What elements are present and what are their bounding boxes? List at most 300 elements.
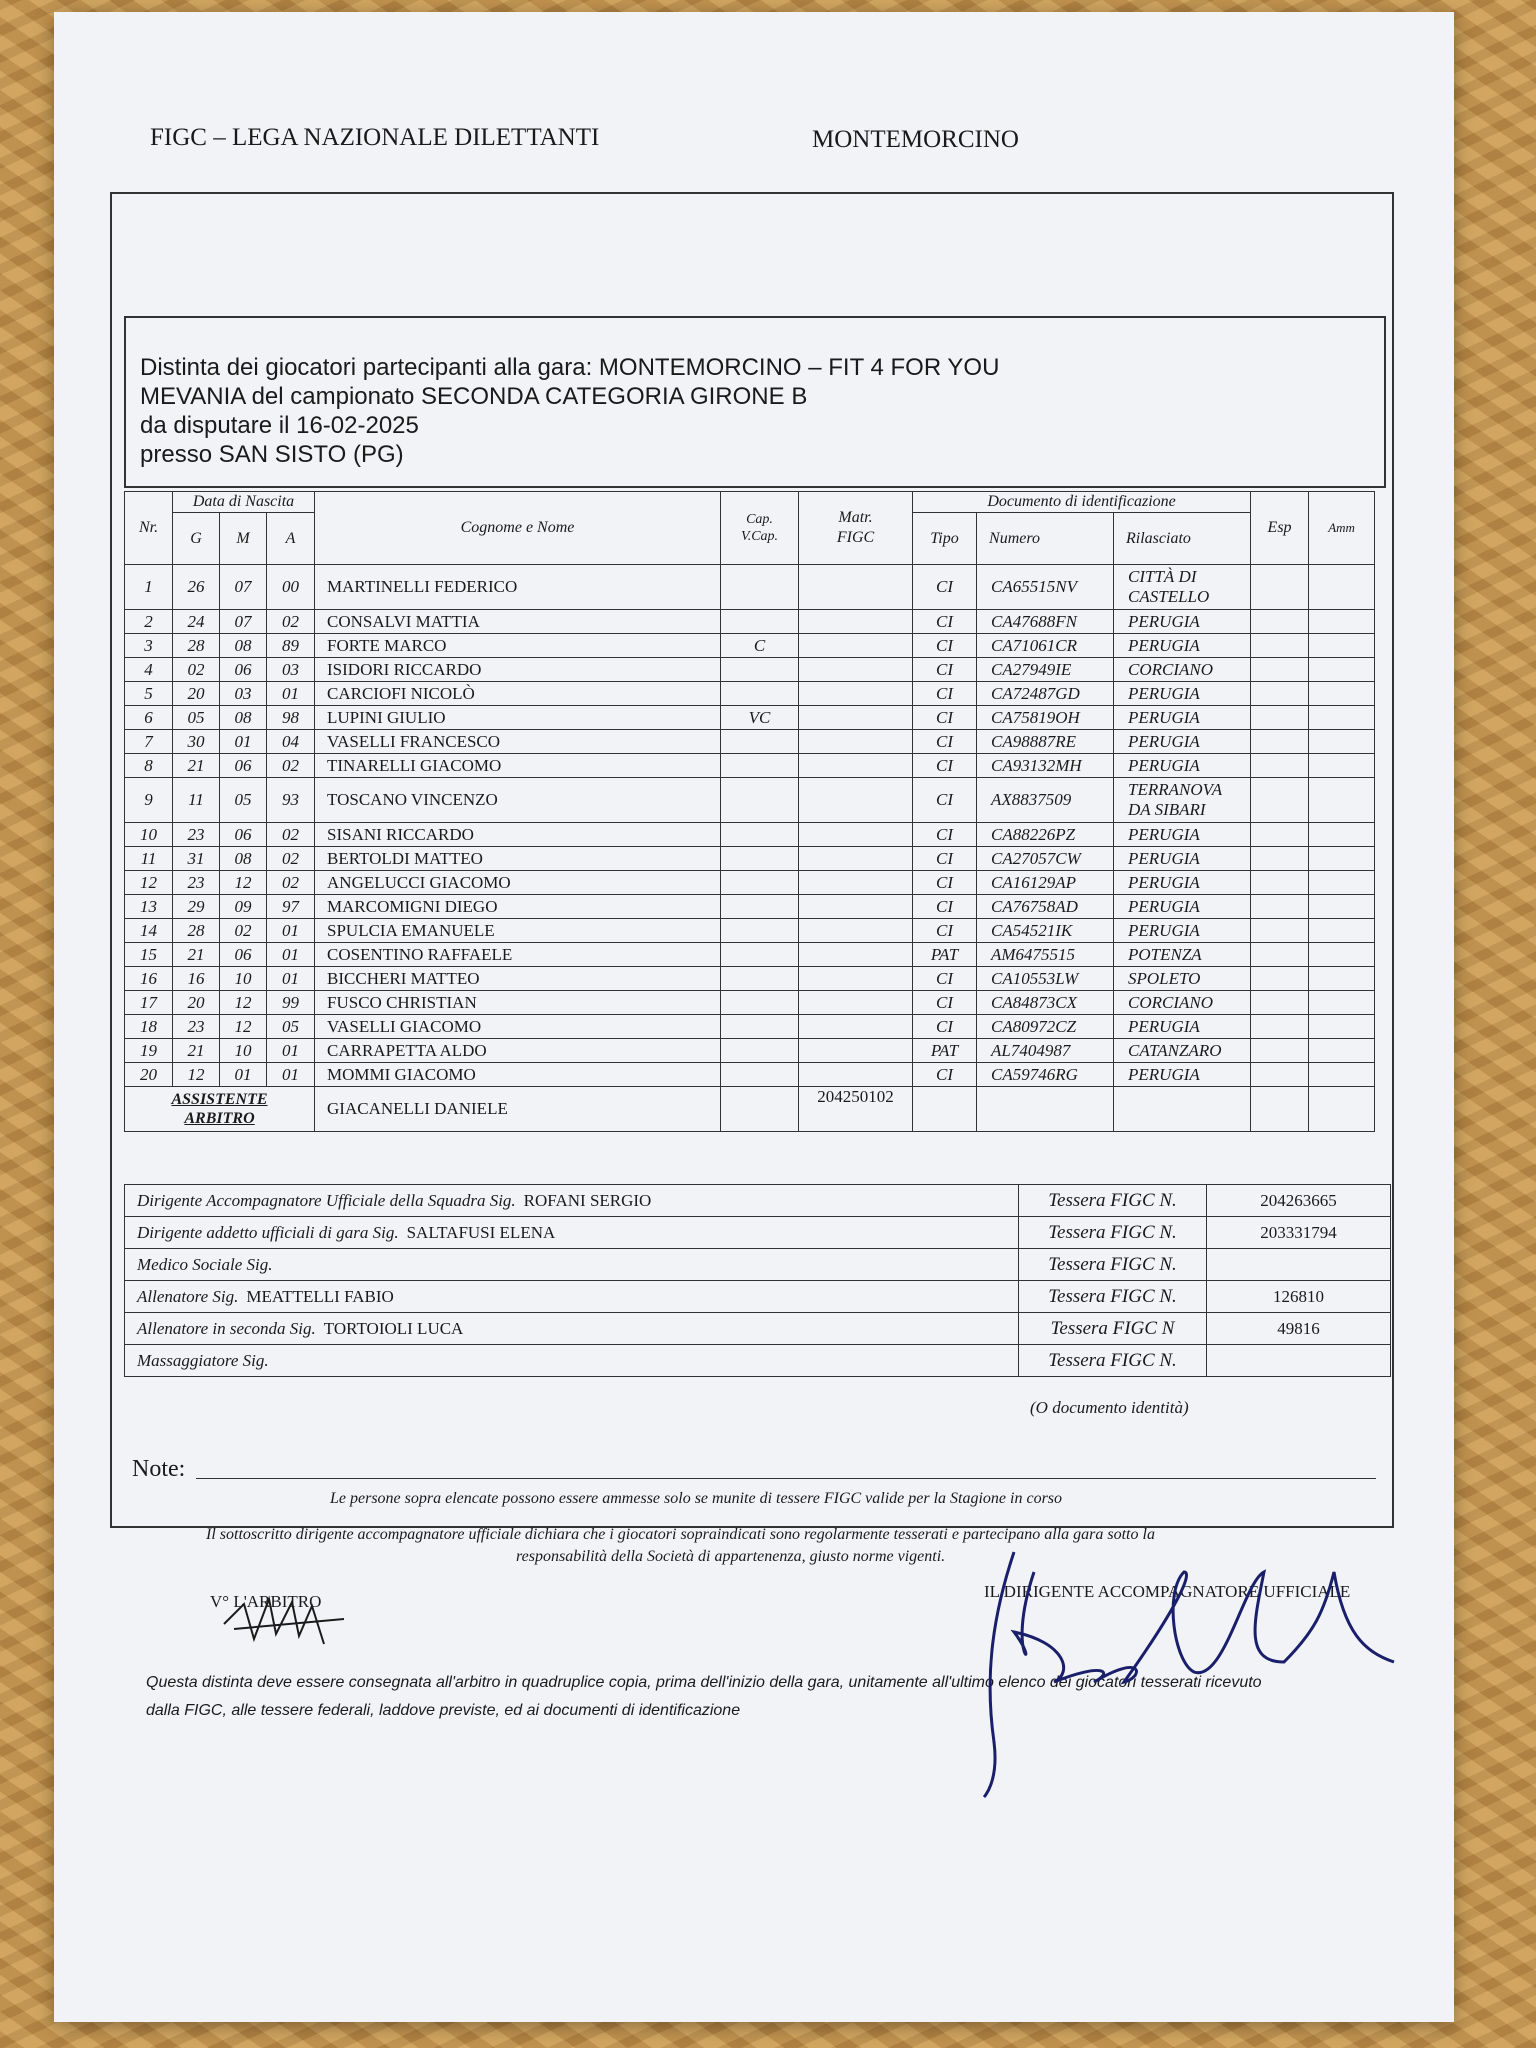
player-number: 15	[125, 943, 173, 967]
birth-year: 03	[267, 658, 315, 682]
declaration-line-2: responsabilità della Società di appartenenza, giusto norme vigenti.	[516, 1548, 946, 1565]
staff-name: TORTOIOLI LUCA	[323, 1318, 464, 1338]
player-name: COSENTINO RAFFAELE	[315, 943, 721, 967]
captain-mark	[721, 991, 799, 1015]
birth-year: 02	[267, 754, 315, 778]
staff-row	[125, 1217, 1391, 1249]
player-row	[125, 895, 1375, 919]
player-number: 14	[125, 919, 173, 943]
captain-mark	[721, 919, 799, 943]
captain-mark	[721, 610, 799, 634]
declaration-line-1: Il sottoscritto dirigente accompagnatore ufficiale dichiara che i giocatori sopraindicati sono regolarmente tesserati e partecipano alla gara sotto la	[206, 1526, 1155, 1543]
player-number: 13	[125, 895, 173, 919]
birth-month: 08	[220, 634, 267, 658]
staff-role: Dirigente addetto ufficiali di gara Sig.	[137, 1222, 399, 1242]
staff-role-cell	[125, 1185, 1019, 1217]
captain-mark	[721, 1015, 799, 1039]
staff-role-cell	[125, 1217, 1019, 1249]
manager-signature-label: IL DIRIGENTE ACCOMPAGNATORE UFFICIALE	[984, 1582, 1351, 1601]
assistant-esp-cell	[1251, 1087, 1309, 1132]
document-issuer: PERUGIA	[1114, 682, 1251, 706]
matr-figc	[799, 730, 913, 754]
birth-day: 31	[173, 847, 220, 871]
staff-role-cell	[125, 1313, 1019, 1345]
tessera-number	[1207, 1249, 1391, 1281]
birth-day: 05	[173, 706, 220, 730]
assistant-referee-row	[125, 1087, 1375, 1132]
birth-month: 01	[220, 1063, 267, 1087]
birth-day: 02	[173, 658, 220, 682]
matr-figc	[799, 634, 913, 658]
captain-mark	[721, 967, 799, 991]
birth-day: 12	[173, 1063, 220, 1087]
birth-month: 09	[220, 895, 267, 919]
player-name: CARRAPETTA ALDO	[315, 1039, 721, 1063]
player-number: 20	[125, 1063, 173, 1087]
staff-row	[125, 1313, 1391, 1345]
document-number: CA71061CR	[977, 634, 1114, 658]
amm-cell	[1309, 682, 1375, 706]
birth-month: 10	[220, 1039, 267, 1063]
document-type: CI	[913, 658, 977, 682]
birth-day: 24	[173, 610, 220, 634]
esp-cell	[1251, 919, 1309, 943]
player-name: CARCIOFI NICOLÒ	[315, 682, 721, 706]
player-number: 1	[125, 565, 173, 610]
document-number: CA76758AD	[977, 895, 1114, 919]
birth-year: 02	[267, 847, 315, 871]
birth-year: 00	[267, 565, 315, 610]
esp-cell	[1251, 778, 1309, 823]
document-type: CI	[913, 967, 977, 991]
birth-day: 26	[173, 565, 220, 610]
player-name: MARCOMIGNI DIEGO	[315, 895, 721, 919]
player-row	[125, 730, 1375, 754]
amm-cell	[1309, 823, 1375, 847]
birth-month: 08	[220, 706, 267, 730]
player-number: 19	[125, 1039, 173, 1063]
player-number: 16	[125, 967, 173, 991]
document-number: CA16129AP	[977, 871, 1114, 895]
player-row	[125, 610, 1375, 634]
birth-year: 99	[267, 991, 315, 1015]
player-row	[125, 1039, 1375, 1063]
birth-month: 12	[220, 1015, 267, 1039]
title-line-3: da disputare il 16-02-2025	[140, 412, 419, 439]
document-sheet	[54, 12, 1454, 2022]
matr-figc	[799, 610, 913, 634]
esp-cell	[1251, 871, 1309, 895]
referee-signature	[214, 1584, 394, 1654]
player-name: SISANI RICCARDO	[315, 823, 721, 847]
document-type: CI	[913, 730, 977, 754]
player-row	[125, 778, 1375, 823]
esp-cell	[1251, 1063, 1309, 1087]
esp-cell	[1251, 991, 1309, 1015]
birth-year: 01	[267, 943, 315, 967]
amm-cell	[1309, 1063, 1375, 1087]
esp-cell	[1251, 943, 1309, 967]
document-type: CI	[913, 610, 977, 634]
player-row	[125, 991, 1375, 1015]
document-number: CA75819OH	[977, 706, 1114, 730]
header-a: A	[267, 513, 315, 565]
captain-mark	[721, 871, 799, 895]
amm-cell	[1309, 1015, 1375, 1039]
document-issuer: CORCIANO	[1114, 658, 1251, 682]
tessera-number	[1207, 1345, 1391, 1377]
player-name: TOSCANO VINCENZO	[315, 778, 721, 823]
captain-mark	[721, 1063, 799, 1087]
amm-cell	[1309, 967, 1375, 991]
player-name: SPULCIA EMANUELE	[315, 919, 721, 943]
document-type: CI	[913, 1015, 977, 1039]
birth-day: 30	[173, 730, 220, 754]
captain-mark	[721, 895, 799, 919]
esp-cell	[1251, 1015, 1309, 1039]
player-number: 8	[125, 754, 173, 778]
captain-mark	[721, 778, 799, 823]
matr-figc	[799, 706, 913, 730]
document-type: PAT	[913, 943, 977, 967]
document-number: AM6475515	[977, 943, 1114, 967]
matr-figc	[799, 871, 913, 895]
document-issuer: CORCIANO	[1114, 991, 1251, 1015]
player-row	[125, 634, 1375, 658]
player-row	[125, 1063, 1375, 1087]
staff-role: Massaggiatore Sig.	[137, 1350, 269, 1370]
birth-year: 04	[267, 730, 315, 754]
header-numero: Numero	[977, 513, 1114, 565]
document-number: AX8837509	[977, 778, 1114, 823]
matr-figc	[799, 1039, 913, 1063]
esp-cell	[1251, 1039, 1309, 1063]
assistant-referee-label	[125, 1087, 315, 1132]
document-type: CI	[913, 919, 977, 943]
player-row	[125, 823, 1375, 847]
matr-figc	[799, 682, 913, 706]
birth-day: 23	[173, 823, 220, 847]
esp-cell	[1251, 634, 1309, 658]
player-number: 18	[125, 1015, 173, 1039]
matr-figc	[799, 991, 913, 1015]
title-line-1: Distinta dei giocatori partecipanti alla gara: MONTEMORCINO – FIT 4 FOR YOU	[140, 354, 1000, 381]
document-type: CI	[913, 778, 977, 823]
assistant-cap-cell	[721, 1087, 799, 1132]
document-type: CI	[913, 871, 977, 895]
document-number: CA27057CW	[977, 847, 1114, 871]
document-issuer: PERUGIA	[1114, 730, 1251, 754]
document-issuer: CATANZARO	[1114, 1039, 1251, 1063]
birth-month: 07	[220, 610, 267, 634]
tessera-label: Tessera FIGC N.	[1019, 1345, 1207, 1377]
esp-cell	[1251, 847, 1309, 871]
header-figc-label: FIGC	[836, 529, 875, 546]
birth-year: 97	[267, 895, 315, 919]
player-row	[125, 943, 1375, 967]
captain-mark	[721, 823, 799, 847]
staff-role: Allenatore Sig.	[137, 1286, 239, 1306]
captain-mark	[721, 943, 799, 967]
amm-cell	[1309, 754, 1375, 778]
birth-day: 21	[173, 1039, 220, 1063]
document-issuer: PERUGIA	[1114, 823, 1251, 847]
assistant-label-2: ARBITRO	[184, 1110, 255, 1127]
document-type: CI	[913, 706, 977, 730]
header-m: M	[220, 513, 267, 565]
amm-cell	[1309, 706, 1375, 730]
player-row	[125, 967, 1375, 991]
document-type: PAT	[913, 1039, 977, 1063]
birth-month: 02	[220, 919, 267, 943]
staff-role-cell	[125, 1249, 1019, 1281]
document-type: CI	[913, 565, 977, 610]
player-number: 10	[125, 823, 173, 847]
captain-mark	[721, 754, 799, 778]
amm-cell	[1309, 871, 1375, 895]
document-issuer: PERUGIA	[1114, 610, 1251, 634]
assistant-label-1: ASSISTENTE	[171, 1091, 268, 1108]
birth-day: 21	[173, 754, 220, 778]
birth-day: 23	[173, 871, 220, 895]
player-row	[125, 754, 1375, 778]
birth-year: 01	[267, 1063, 315, 1087]
birth-year: 02	[267, 610, 315, 634]
staff-role: Medico Sociale Sig.	[137, 1254, 273, 1274]
player-number: 4	[125, 658, 173, 682]
birth-month: 10	[220, 967, 267, 991]
tessera-label: Tessera FIGC N.	[1019, 1249, 1207, 1281]
birth-year: 89	[267, 634, 315, 658]
birth-day: 21	[173, 943, 220, 967]
tessera-label: Tessera FIGC N.	[1019, 1217, 1207, 1249]
tessera-number: 126810	[1207, 1281, 1391, 1313]
header-esp: Esp	[1251, 492, 1309, 565]
captain-mark: C	[721, 634, 799, 658]
document-issuer: PERUGIA	[1114, 634, 1251, 658]
esp-cell	[1251, 682, 1309, 706]
staff-name: ROFANI SERGIO	[523, 1190, 652, 1210]
staff-row	[125, 1185, 1391, 1217]
esp-cell	[1251, 895, 1309, 919]
document-type: CI	[913, 895, 977, 919]
esp-cell	[1251, 754, 1309, 778]
assistant-numero-cell	[977, 1087, 1114, 1132]
document-issuer: CITTÀ DI CASTELLO	[1114, 565, 1251, 610]
captain-mark	[721, 847, 799, 871]
title-line-4: presso SAN SISTO (PG)	[140, 441, 404, 468]
matr-figc	[799, 754, 913, 778]
player-row	[125, 706, 1375, 730]
assistant-amm-cell	[1309, 1087, 1375, 1132]
title-line-2: MEVANIA del campionato SECONDA CATEGORIA GIRONE B	[140, 383, 808, 410]
note-label: Note:	[132, 1456, 186, 1482]
document-type: CI	[913, 754, 977, 778]
amm-cell	[1309, 634, 1375, 658]
player-name: MARTINELLI FEDERICO	[315, 565, 721, 610]
matr-figc	[799, 967, 913, 991]
birth-year: 05	[267, 1015, 315, 1039]
birth-year: 01	[267, 919, 315, 943]
header-cap-label: Cap.	[746, 512, 773, 527]
player-row	[125, 682, 1375, 706]
document-number: CA59746RG	[977, 1063, 1114, 1087]
header-g: G	[173, 513, 220, 565]
birth-day: 23	[173, 1015, 220, 1039]
tessere-notice: Le persone sopra elencate possono essere ammesse solo se munite di tessere FIGC valide per la Stagione in corso	[330, 1490, 1063, 1507]
birth-year: 01	[267, 682, 315, 706]
captain-mark	[721, 658, 799, 682]
matr-figc	[799, 1063, 913, 1087]
birth-year: 98	[267, 706, 315, 730]
player-name: ANGELUCCI GIACOMO	[315, 871, 721, 895]
esp-cell	[1251, 730, 1309, 754]
birth-month: 07	[220, 565, 267, 610]
note-line	[196, 1478, 1376, 1479]
document-number: CA65515NV	[977, 565, 1114, 610]
document-number: AL7404987	[977, 1039, 1114, 1063]
player-name: FORTE MARCO	[315, 634, 721, 658]
player-row	[125, 658, 1375, 682]
matr-figc	[799, 895, 913, 919]
matr-figc	[799, 1015, 913, 1039]
player-number: 2	[125, 610, 173, 634]
staff-role: Allenatore in seconda Sig.	[137, 1318, 316, 1338]
header-amm: Amm	[1309, 492, 1375, 565]
header-matr-label: Matr.	[838, 509, 873, 526]
amm-cell	[1309, 778, 1375, 823]
amm-cell	[1309, 730, 1375, 754]
player-name: VASELLI FRANCESCO	[315, 730, 721, 754]
amm-cell	[1309, 943, 1375, 967]
staff-role-cell	[125, 1281, 1019, 1313]
header-vcap-label: V.Cap.	[740, 529, 779, 544]
staff-table	[124, 1184, 1391, 1377]
tessera-label: Tessera FIGC N.	[1019, 1185, 1207, 1217]
player-row	[125, 847, 1375, 871]
player-number: 12	[125, 871, 173, 895]
document-issuer: PERUGIA	[1114, 895, 1251, 919]
captain-mark	[721, 730, 799, 754]
players-table	[124, 491, 1375, 1132]
birth-month: 06	[220, 658, 267, 682]
tessera-label: Tessera FIGC N	[1019, 1313, 1207, 1345]
document-type: CI	[913, 991, 977, 1015]
player-name: VASELLI GIACOMO	[315, 1015, 721, 1039]
player-number: 11	[125, 847, 173, 871]
esp-cell	[1251, 610, 1309, 634]
staff-role: Dirigente Accompagnatore Ufficiale della Squadra Sig.	[137, 1190, 516, 1210]
document-type: CI	[913, 634, 977, 658]
player-number: 9	[125, 778, 173, 823]
tessera-label: Tessera FIGC N.	[1019, 1281, 1207, 1313]
player-name: BERTOLDI MATTEO	[315, 847, 721, 871]
assistant-tipo-cell	[913, 1087, 977, 1132]
birth-year: 01	[267, 1039, 315, 1063]
player-number: 7	[125, 730, 173, 754]
header-documento: Documento di identificazione	[913, 492, 1251, 513]
player-number: 5	[125, 682, 173, 706]
document-number: CA84873CX	[977, 991, 1114, 1015]
staff-row	[125, 1249, 1391, 1281]
player-name: ISIDORI RICCARDO	[315, 658, 721, 682]
document-number: CA72487GD	[977, 682, 1114, 706]
header-matr	[799, 492, 913, 565]
manager-signature	[924, 1512, 1464, 1812]
player-name: TINARELLI GIACOMO	[315, 754, 721, 778]
amm-cell	[1309, 847, 1375, 871]
header-tipo: Tipo	[913, 513, 977, 565]
document-type: CI	[913, 847, 977, 871]
birth-day: 29	[173, 895, 220, 919]
player-name: LUPINI GIULIO	[315, 706, 721, 730]
player-row	[125, 565, 1375, 610]
document-type: CI	[913, 682, 977, 706]
staff-name: MEATTELLI FABIO	[246, 1286, 394, 1306]
birth-month: 06	[220, 823, 267, 847]
document-number: CA54521IK	[977, 919, 1114, 943]
esp-cell	[1251, 823, 1309, 847]
staff-row	[125, 1281, 1391, 1313]
player-row	[125, 1015, 1375, 1039]
header-cap	[721, 492, 799, 565]
document-issuer: PERUGIA	[1114, 1063, 1251, 1087]
captain-mark	[721, 565, 799, 610]
matr-figc	[799, 565, 913, 610]
assistant-referee-name: GIACANELLI DANIELE	[315, 1087, 721, 1132]
birth-month: 05	[220, 778, 267, 823]
document-number: CA27949IE	[977, 658, 1114, 682]
birth-month: 08	[220, 847, 267, 871]
amm-cell	[1309, 991, 1375, 1015]
document-number: CA93132MH	[977, 754, 1114, 778]
matr-figc	[799, 943, 913, 967]
tessera-number: 49816	[1207, 1313, 1391, 1345]
birth-month: 12	[220, 991, 267, 1015]
staff-row	[125, 1345, 1391, 1377]
birth-day: 16	[173, 967, 220, 991]
header-data-nascita: Data di Nascita	[173, 492, 315, 513]
document-number: CA47688FN	[977, 610, 1114, 634]
document-type: CI	[913, 1063, 977, 1087]
birth-day: 11	[173, 778, 220, 823]
footer-line-1: Questa distinta deve essere consegnata all'arbitro in quadruplice copia, prima dell'inizio della gara, unitamente all'ultimo elenco dei giocatori tesserati ricevuto	[146, 1674, 1262, 1691]
player-row	[125, 871, 1375, 895]
matr-figc	[799, 919, 913, 943]
assistant-rilasciato-cell	[1114, 1087, 1251, 1132]
matr-figc	[799, 778, 913, 823]
amm-cell	[1309, 610, 1375, 634]
esp-cell	[1251, 706, 1309, 730]
footer-line-2: dalla FIGC, alle tessere federali, laddove previste, ed ai documenti di identificazione	[146, 1702, 741, 1719]
birth-day: 20	[173, 991, 220, 1015]
player-name: MOMMI GIACOMO	[315, 1063, 721, 1087]
birth-month: 01	[220, 730, 267, 754]
document-issuer: POTENZA	[1114, 943, 1251, 967]
birth-day: 20	[173, 682, 220, 706]
header-nr: Nr.	[125, 492, 173, 565]
birth-month: 06	[220, 943, 267, 967]
document-type: CI	[913, 823, 977, 847]
documento-identita-note: (O documento identità)	[1030, 1398, 1189, 1417]
player-number: 3	[125, 634, 173, 658]
amm-cell	[1309, 565, 1375, 610]
amm-cell	[1309, 1039, 1375, 1063]
birth-month: 03	[220, 682, 267, 706]
birth-day: 28	[173, 919, 220, 943]
player-name: BICCHERI MATTEO	[315, 967, 721, 991]
birth-year: 93	[267, 778, 315, 823]
